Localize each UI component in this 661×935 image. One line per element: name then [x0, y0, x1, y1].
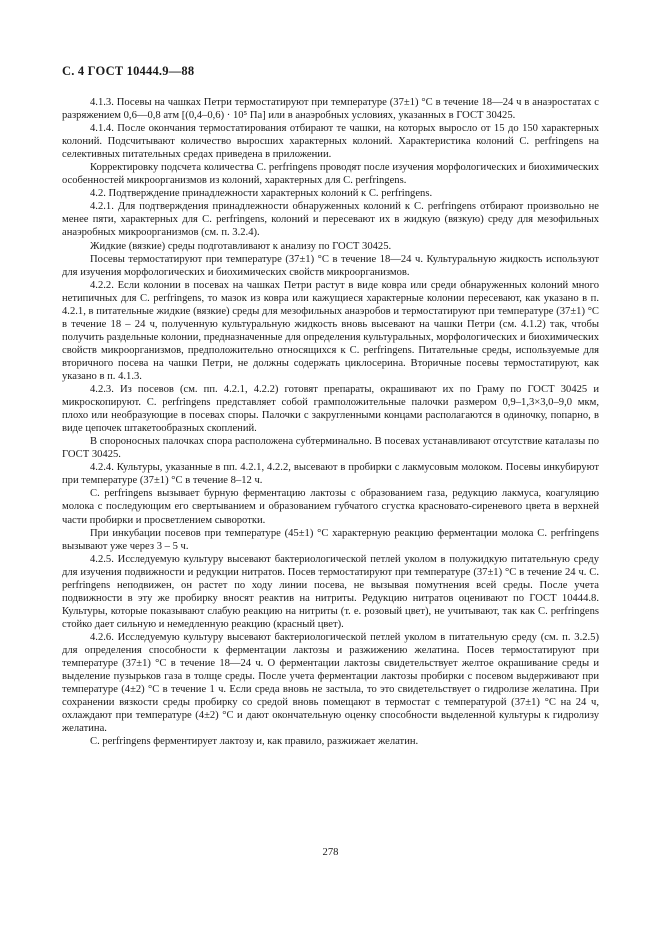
- paragraph-4-1-4: 4.1.4. После окончания термостатирования отбирают те чашки, на которых выросло от 15 до 150 характерных колоний. Подсчитывают количество выросших характерных колоний. Характеристика колоний С. perfringens на селективных питательных средах приведена в приложении.: [62, 123, 599, 161]
- paragraph-4-2-6: 4.2.6. Исследуемую культуру высевают бактериологической петлей уколом в питательную среду (см. п. 3.2.5) для определения способности к ферментации лактозы и разжижению желатина. Посев термостатируют при температуре (37±1) °С в течение 18—24 ч. О ферментации лактозы свидетельствует желтое окрашивание среды и выделение пузырьков газа в толще среды. После учета ферментации лактозы пробирки с посевом выдерживают при температуре (4±2) °С в течение 1 ч. Если среда вновь не застыла, то это свидетельствует о гидролизе желатина. При сохранении вязкости среды пробирку со средой вновь помещают в термостат с температурой (37±1) °С на 24 ч, охлаждают при температуре (4±2) °С и дают окончательную оценку способности выделенной культуры к гидролизу желатина.: [62, 631, 599, 735]
- paragraph-litmus-milk: С. perfringens вызывает бурную ферментацию лактозы с образованием газа, редукцию лакмуса, коагуляцию молока с последующим его свертыванием и образованием губчатого сгустка красновато-сиреневого цвета в верхней части пробирки и просветлением сыворотки.: [62, 488, 599, 526]
- paragraph-4-2-3: 4.2.3. Из посевов (см. пп. 4.2.1, 4.2.2) готовят препараты, окрашивают их по Граму по ГОСТ 30425 и микроскопируют. С. perfringens представляет собой грамположительные палочки размером 0,9–1,3×3,0–9,0 мкм, плохо или необразующие в посевах споры. Палочки с закругленными концами располагаются в одиночку, попарно, в виде цепочек штакетообразных скоплений.: [62, 384, 599, 435]
- paragraph-conclusion: С. perfringens ферментирует лактозу и, как правило, разжижает желатин.: [90, 736, 419, 748]
- page-number: 278: [322, 847, 339, 858]
- body-text: [62, 96, 599, 748]
- paragraph-4-2-5: 4.2.5. Исследуемую культуру высевают бактериологической петлей уколом в полужидкую питательную среду для изучения подвижности и редукции нитратов. Посев термостатируют при температуре (37±1) °С в течение 24 ч. С. perfringens неподвижен, он растет по ходу линии посева, не вызывая помутнения всей среды. После учета подвижности в эту же пробирку вносят реактив на нитриты. Редукцию нитратов оценивают по ГОСТ 10444.8. Культуры, которые показывают слабую реакцию на нитриты (т. е. розовый цвет), не учитывают, так как С. perfringens стойко дает сильную и немедленную реакцию (красный цвет).: [62, 553, 599, 630]
- paragraph-correction: Корректировку подсчета количества С. perfringens проводят после изучения морфологических и биохимических особенностей микроорганизмов из колоний, характерных для С. perfringens.: [62, 162, 599, 187]
- paragraph-incubation: Посевы термостатируют при температуре (37±1) °С в течение 18—24 ч. Культуральную жидкость используют для изучения морфологических и биохимических свойств микроорганизмов.: [62, 253, 599, 278]
- paragraph-45-degrees: При инкубации посевов при температуре (45±1) °С характерную реакцию ферментации молока С. perfringens вызывают уже через 3 – 5 ч.: [62, 527, 599, 552]
- page-header: С. 4 ГОСТ 10444.9—88: [62, 64, 195, 78]
- paragraph-spores: В спороносных палочках спора расположена субтерминально. В посевах устанавливают отсутствие каталазы по ГОСТ 30425.: [62, 436, 599, 461]
- paragraph-4-2-4: 4.2.4. Культуры, указанные в пп. 4.2.1, 4.2.2, высевают в пробирки с лакмусовым молоком. Посевы инкубируют при температуре (37±1) °С в течение 8–12 ч.: [62, 462, 599, 487]
- paragraph-4-2: 4.2. Подтверждение принадлежности характерных колоний к С. perfringens.: [90, 188, 433, 200]
- paragraph-4-2-1: 4.2.1. Для подтверждения принадлежности обнаруженных колоний к С. perfringens отбирают произвольно не менее пяти, характерных для С. perfringens, колоний и пересевают их в жидкую (вязкую) среду для мезофильных анаэробных микроорганизмов (см. п. 3.2.4).: [62, 201, 599, 239]
- paragraph-4-1-3: 4.1.3. Посевы на чашках Петри термостатируют при температуре (37±1) °С в течение 18—24 ч в анаэростатах с разряжением 0,6—0,8 атм [(0,4–0,6) · 10⁵ Па] или в анаэробных условиях, указанных в ГОСТ 30425.: [62, 97, 599, 122]
- paragraph-4-2-2: 4.2.2. Если колонии в посевах на чашках Петри растут в виде ковра или среди обнаруженных колоний много нетипичных для С. perfringens, то мазок из ковра или кажущиеся характерные колонии пересевают, как указано в п. 4.2.1, в питательные жидкие (вязкие) среды для мезофильных анаэробов и термостатируют при температуре (37±1) °С в течение 18 – 24 ч, полученную культуральную жидкость вновь высевают на чашки Петри (см. 4.1.2) так, чтобы получить раздельные колонии, предназначенные для определения культуральных, морфологических и биохимических свойств микроорганизмов, предположительно относящихся к С. perfringens. Питательные среды, используемые для вторичного посева на чашки Петри, не должны содержать циклосерина. Вторичные посевы термостатируют, как указано в п. 4.1.3.: [62, 279, 599, 382]
- paragraph-liquid-media: Жидкие (вязкие) среды подготавливают к анализу по ГОСТ 30425.: [90, 240, 392, 252]
